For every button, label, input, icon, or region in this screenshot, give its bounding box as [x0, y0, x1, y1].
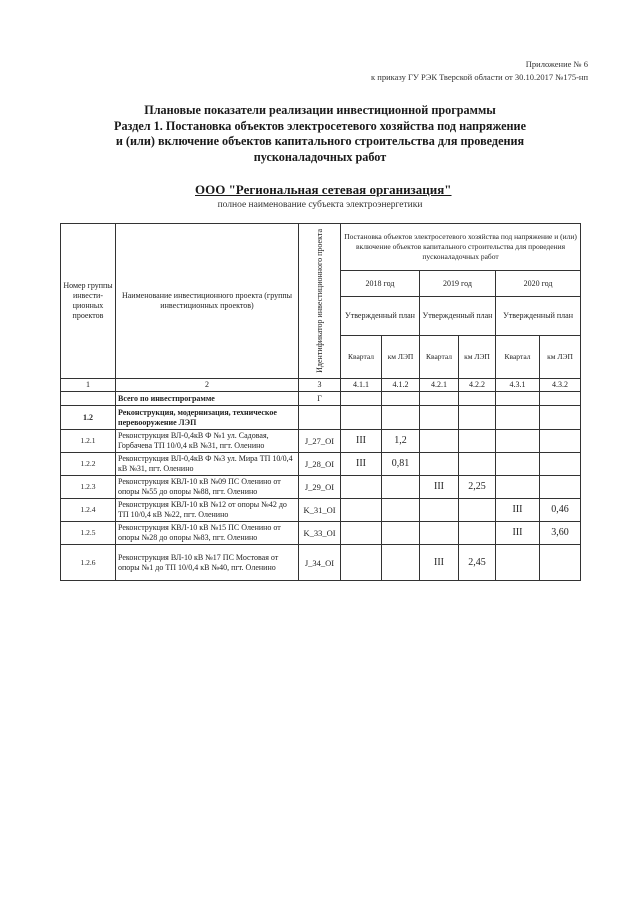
row-km2020: 3,60 — [540, 522, 581, 545]
row-km2020 — [540, 430, 581, 453]
row-km2018 — [382, 545, 420, 581]
row-q2019 — [420, 430, 459, 453]
document-title — [0, 103, 640, 165]
row-km2018: 1,2 — [382, 430, 420, 453]
header-year-2018: 2018 год — [341, 270, 420, 297]
row-identifier: J_34_OI — [299, 545, 341, 581]
row-number: 1.2.4 — [61, 499, 116, 522]
row-identifier: J_28_OI — [299, 453, 341, 476]
colnum-4: 4.1.1 — [341, 379, 382, 392]
row-km2020: 0,46 — [540, 499, 581, 522]
row-project-name: Реконструкция ВЛ-0,4кВ Ф №1 ул. Садовая, Горбачева ТП 10/0,4 кВ №31, пгт. Оленино — [116, 430, 299, 453]
row-q2020 — [496, 453, 540, 476]
row-km2019 — [459, 499, 496, 522]
row-km2019: 2,45 — [459, 545, 496, 581]
colnum-8: 4.3.1 — [496, 379, 540, 392]
row-q2018: III — [341, 453, 382, 476]
row-project-name: Реконструкция КВЛ-10 кВ №12 от опоры №42 до ТП 10/0,4 кВ №22, пгт. Оленино — [116, 499, 299, 522]
organization-subtitle: полное наименование субъекта электроэнергетики — [217, 200, 423, 210]
table-row — [61, 522, 581, 545]
row-identifier: K_31_OI — [299, 499, 341, 522]
header-project-name: Наименование инвестиционного проекта (группы инвестиционных проектов) — [116, 224, 299, 379]
row-km2019 — [459, 453, 496, 476]
total-id: Г — [299, 392, 341, 406]
row-km2019 — [459, 522, 496, 545]
row-q2020 — [496, 476, 540, 499]
row-q2020: III — [496, 499, 540, 522]
table-row — [61, 545, 581, 581]
row-q2019: III — [420, 476, 459, 499]
header-km-2020: км ЛЭП — [540, 336, 581, 379]
colnum-5: 4.1.2 — [382, 379, 420, 392]
table-row — [61, 453, 581, 476]
section-number: 1.2 — [61, 406, 116, 430]
header-quarter-2018: Квартал — [341, 336, 382, 379]
header-identifier: Идентификатор инвестиционного проекта — [314, 229, 324, 373]
header-group-number: Номер группы инвести-ционных проектов — [61, 224, 116, 379]
header-year-2019: 2019 год — [420, 270, 496, 297]
row-project-name: Реконструкция ВЛ-0,4кВ Ф №3 ул. Мира ТП 10/0,4 кВ №31, пгт. Оленино — [116, 453, 299, 476]
colnum-6: 4.2.1 — [420, 379, 459, 392]
row-q2020: III — [496, 522, 540, 545]
header-km-2018: км ЛЭП — [382, 336, 420, 379]
title-line-3: и (или) включение объектов капитального строительства для проведения — [115, 134, 525, 148]
row-project-name: Реконструкция КВЛ-10 кВ №09 ПС Оленино от опоры №55 до опоры №88, пгт. Оленино — [116, 476, 299, 499]
table-row — [61, 499, 581, 522]
table-row — [61, 476, 581, 499]
row-q2018: III — [341, 430, 382, 453]
row-identifier: J_27_OI — [299, 430, 341, 453]
row-number: 1.2.6 — [61, 545, 116, 581]
row-q2019: III — [420, 545, 459, 581]
row-km2018 — [382, 499, 420, 522]
header-quarter-2019: Квартал — [420, 336, 459, 379]
row-km2019 — [459, 430, 496, 453]
row-km2019: 2,25 — [459, 476, 496, 499]
header-km-2019: км ЛЭП — [459, 336, 496, 379]
title-line-1: Плановые показатели реализации инвестиционной программы — [144, 103, 496, 117]
row-project-name: Реконструкция ВЛ-10 кВ №17 ПС Мостовая от опоры №1 до ТП 10/0,4 кВ №40, пгт. Оленино — [116, 545, 299, 581]
row-identifier: K_33_OI — [299, 522, 341, 545]
row-q2018 — [341, 545, 382, 581]
section-row — [61, 406, 581, 430]
header-year-2020: 2020 год — [496, 270, 581, 297]
header-approved-plan-2018: Утвержденный план — [341, 297, 420, 336]
row-km2020 — [540, 476, 581, 499]
header-approved-plan-2019: Утвержденный план — [420, 297, 496, 336]
row-km2020 — [540, 453, 581, 476]
colnum-2: 2 — [116, 379, 299, 392]
row-q2018 — [341, 499, 382, 522]
colnum-1: 1 — [61, 379, 116, 392]
row-identifier: J_29_OI — [299, 476, 341, 499]
colnum-9: 4.3.2 — [540, 379, 581, 392]
total-row — [61, 392, 581, 406]
header-identifier-cell — [299, 224, 341, 379]
row-number: 1.2.3 — [61, 476, 116, 499]
row-q2020 — [496, 545, 540, 581]
organization-name: ООО "Региональная сетевая организация" — [195, 182, 452, 197]
header-span-title: Постановка объектов электросетевого хозяйства под напряжение и (или) включение объектов капитального строительства для проведения пусконаладочных работ — [341, 224, 581, 271]
column-number-row — [61, 379, 581, 392]
appendix-line-1: Приложение № 6 — [525, 59, 588, 69]
row-project-name: Реконструкция КВЛ-10 кВ №15 ПС Оленино от опоры №28 до опоры №83, пгт. Оленино — [116, 522, 299, 545]
total-label: Всего по инвестпрограмме — [116, 392, 299, 406]
row-number: 1.2.2 — [61, 453, 116, 476]
row-q2020 — [496, 430, 540, 453]
investment-table — [60, 223, 581, 581]
colnum-3: 3 — [299, 379, 341, 392]
row-q2019 — [420, 453, 459, 476]
table-row — [61, 430, 581, 453]
row-km2018 — [382, 476, 420, 499]
title-line-2: Раздел 1. Постановка объектов электросетевого хозяйства под напряжение — [114, 118, 526, 133]
row-q2019 — [420, 499, 459, 522]
row-km2018: 0,81 — [382, 453, 420, 476]
colnum-7: 4.2.2 — [459, 379, 496, 392]
title-line-4: пусконаладочных работ — [253, 149, 387, 164]
row-q2019 — [420, 522, 459, 545]
row-number: 1.2.5 — [61, 522, 116, 545]
header-quarter-2020: Квартал — [496, 336, 540, 379]
row-number: 1.2.1 — [61, 430, 116, 453]
row-km2018 — [382, 522, 420, 545]
header-approved-plan-2020: Утвержденный план — [496, 297, 581, 336]
section-label: Реконструкция, модернизация, техническое перевооружение ЛЭП — [116, 406, 299, 430]
row-km2020 — [540, 545, 581, 581]
appendix-line-2: к приказу ГУ РЭК Тверской области от 30.10.2017 №175-нп — [371, 72, 588, 82]
row-q2018 — [341, 476, 382, 499]
row-q2018 — [341, 522, 382, 545]
